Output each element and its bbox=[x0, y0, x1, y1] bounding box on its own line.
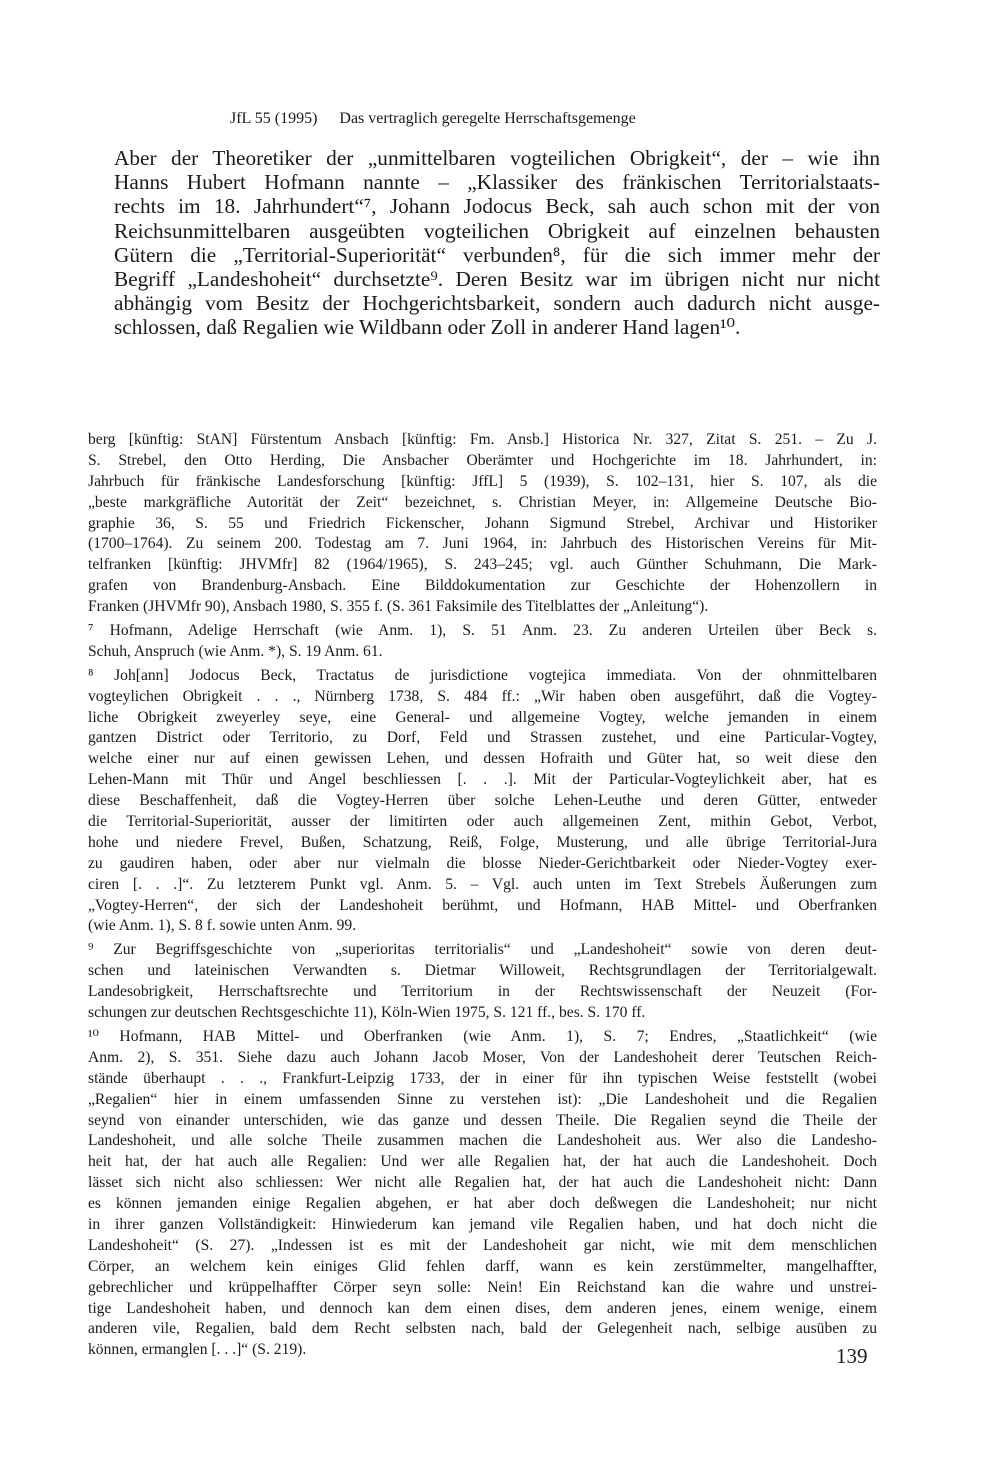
footnote bbox=[88, 940, 877, 1024]
footnote-line: graphie 36, S. 55 und Friedrich Fickenscher, Johann Sigmund Strebel, Archivar und Historiker bbox=[88, 514, 877, 532]
footnote bbox=[88, 621, 877, 663]
body-paragraph bbox=[114, 146, 880, 340]
running-head bbox=[230, 110, 636, 128]
footnote-line: (1700–1764). Zu seinem 200. Todestag am 7. Juni 1964, in: Jahrbuch des Historischen Vereins für Mit- bbox=[88, 535, 877, 553]
footnotes bbox=[88, 430, 877, 1361]
footnote-line: Landesobrigkeit, Herrschaftsrechte und Territorium in der Rechtswissenschaft der Neuzeit (For- bbox=[88, 983, 877, 1001]
footnote-line: stände überhaupt . . ., Frankfurt-Leipzig 1733, der in einer für ihn typischen Weise feststellt (wobei bbox=[88, 1069, 877, 1087]
footnote-line: „Vogtey-Herren“, der sich der Landeshoheit berühmt, und Hofmann, HAB Mittel- und Oberfranken bbox=[88, 896, 877, 914]
footnote-line: hohe und niedere Frevel, Bußen, Schatzung, Reiß, Folge, Musterung, und alle übrige Territorial-Jura bbox=[88, 833, 877, 851]
footnote-line: Landeshoheit“ (S. 27). „Indessen ist es mit der Landeshoheit gar nicht, wie mit dem menschlichen bbox=[88, 1236, 877, 1254]
footnote-line: welche einer nur auf einen gewissen Lehen, und dessen Hofraith und Güter hat, so weit diese den bbox=[88, 750, 877, 768]
footnote-line: Franken (JHVMfr 90), Ansbach 1980, S. 355 f. (S. 361 Faksimile des Titelblattes der „Anleitung“). bbox=[88, 598, 709, 616]
body-line: Reichsunmittelbaren ausgeübten vogteilichen Obrigkeit auf einzelnen behausten bbox=[114, 218, 880, 243]
page-number: 139 bbox=[836, 1344, 868, 1368]
footnote-line: in ihrer ganzen Vollständigkeit: Hinwiederum kan jemand vile Regalien haben, und hat doch nicht die bbox=[88, 1215, 877, 1233]
footnote-line: liche Obrigkeit zweyerley seye, eine General- und allgemeine Vogtey, welche jemanden in einem bbox=[88, 708, 877, 726]
footnote-line: seynd von einander unterschiden, wie das ganze und dessen Theile. Die Regalien seynd die Theile der bbox=[88, 1111, 877, 1129]
footnote-line: ⁸ Joh[ann] Jodocus Beck, Tractatus de jurisdictione vogtejica immediata. Von der ohnmittelbaren bbox=[88, 666, 877, 684]
footnote-line: gantzen District oder Territorio, zu Dorf, Feld und Strassen zustehet, und eine Particular-Vogtey, bbox=[88, 729, 877, 747]
footnote-line: (wie Anm. 1), S. 8 f. sowie unten Anm. 99. bbox=[88, 917, 357, 935]
footnote-line: Landeshoheit, und alle solche Theile zusammen machen die Landeshoheit aus. Wer also die Landesho- bbox=[88, 1132, 877, 1150]
footnote-line: Lehen-Mann mit Thür und Angel beschliessen [. . .]. Mit der Particular-Vogteylichkeit aber, hat es bbox=[88, 771, 877, 789]
body-line: Aber der Theoretiker der „unmittelbaren vogteilichen Obrigkeit“, der – wie ihn bbox=[114, 146, 880, 170]
footnote bbox=[88, 430, 877, 618]
body-line: Hanns Hubert Hofmann nannte – „Klassiker des fränkischen Territorialstaats- bbox=[114, 170, 880, 195]
footnote-line: können, ermanglen [. . .]“ (S. 219). bbox=[88, 1341, 307, 1359]
footnote-line: diese Beschaffenheit, daß die Vogtey-Herren über solche Lehen-Leuthe und deren Gütter, entweder bbox=[88, 792, 877, 810]
footnote-line: Cörper, an welchem kein einiges Glid fehlen darff, wann es kein zerstümmelter, mangelhaffter, bbox=[88, 1257, 877, 1275]
running-title: Das vertraglich geregelte Herrschaftsgemenge bbox=[339, 110, 636, 127]
footnote-line: berg [künftig: StAN] Fürstentum Ansbach [künftig: Fm. Ansb.] Historica Nr. 327, Zitat S. 251. – Zu J. bbox=[88, 431, 877, 448]
footnote bbox=[88, 666, 877, 938]
footnote-line: grafen von Brandenburg-Ansbach. Eine Bilddokumentation zur Geschichte der Hohenzollern in bbox=[88, 577, 877, 595]
body-line: Begriff „Landeshoheit“ durchsetzte⁹. Deren Besitz war im übrigen nicht nur nicht bbox=[114, 266, 880, 291]
footnote-line: ciren [. . .]“. Zu letzterem Punkt vgl. Anm. 5. – Vgl. auch unten im Text Strebels Äußerungen zum bbox=[88, 875, 877, 893]
footnote-line: telfranken [künftig: JHVMfr] 82 (1964/1965), S. 243–245; vgl. auch Günther Schuhmann, Die Mark- bbox=[88, 556, 877, 574]
footnote-line: heit hat, der hat auch alle Regalien: Und wer alle Regalien hat, der hat auch die Landeshoheit. Doch bbox=[88, 1153, 877, 1171]
body-line: Gütern die „Territorial-Superiorität“ verbunden⁸, für die sich immer mehr der bbox=[114, 242, 880, 267]
footnote-line: gebrechlicher und krüppelhaffter Cörper seyn solle: Nein! Ein Reichstand kan die wahre und unstrei- bbox=[88, 1278, 877, 1296]
footnote-line: schungen zur deutschen Rechtsgeschichte 11), Köln-Wien 1975, S. 121 ff., bes. S. 170 ff. bbox=[88, 1004, 646, 1022]
footnote-line: lässet sich nicht also schliessen: Wer nicht alle Regalien hat, der hat auch die Landeshoheit nicht: Dann bbox=[88, 1174, 877, 1192]
footnote-line: Jahrbuch für fränkische Landesforschung [künftig: JffL] 5 (1939), S. 102–131, hier S. 107, als die bbox=[88, 472, 877, 490]
body-line: schlossen, daß Regalien wie Wildbann oder Zoll in anderer Hand lagen¹⁰. bbox=[114, 315, 741, 340]
footnote-line: Anm. 2), S. 351. Siehe dazu auch Johann Jacob Moser, Von der Landeshoheit derer Teutschen Reich- bbox=[88, 1048, 877, 1066]
footnote-line: tige Landeshoheit haben, und dennoch kan dem einen dises, dem anderen jenes, einem wenige, einem bbox=[88, 1299, 877, 1317]
footnote-line: Schuh, Anspruch (wie Anm. *), S. 19 Anm. 61. bbox=[88, 642, 383, 660]
footnote-line: „beste markgräfliche Autorität der Zeit“ bezeichnet, s. Christian Meyer, in: Allgemeine Deutsche Bio- bbox=[88, 493, 877, 511]
footnote-line: zu gaudiren haben, oder aber nur vielmaln die blosse Nieder-Gerichtbarkeit oder Nieder-Vogtey exer- bbox=[88, 854, 877, 872]
footnote bbox=[88, 1027, 877, 1361]
footnote-line: es können jemanden einige Regalien abgehen, er hat aber doch deßwegen die Landeshoheit; nur nicht bbox=[88, 1195, 877, 1213]
footnote-line: „Regalien“ hier in einem umfassenden Sinne zu verstehen ist): „Die Landeshoheit und die Regalien bbox=[88, 1090, 877, 1108]
footnote-line: S. Strebel, den Otto Herding, Die Ansbacher Oberämter und Hochgerichte im 18. Jahrhundert, in: bbox=[88, 451, 877, 469]
footnote-line: ⁹ Zur Begriffsgeschichte von „superioritas territorialis“ und „Landeshoheit“ sowie von deren deut- bbox=[88, 941, 877, 959]
footnote-line: anderen vile, Regalien, bald dem Recht selbsten nach, bald der Gelegenheit nach, selbige ausüben zu bbox=[88, 1320, 877, 1338]
footnote-line: vogteylichen Obrigkeit . . ., Nürnberg 1738, S. 484 ff.: „Wir haben oben ausgeführt, daß die Vogtey- bbox=[88, 687, 877, 705]
footnote-line: die Territorial-Superiorität, ausser der limitirten oder auch allgemeinen Zent, mithin Gebot, Verbot, bbox=[88, 813, 877, 831]
footnote-line: ⁷ Hofmann, Adelige Herrschaft (wie Anm. 1), S. 51 Anm. 23. Zu anderen Urteilen über Beck s. bbox=[88, 622, 877, 640]
footnote-line: ¹⁰ Hofmann, HAB Mittel- und Oberfranken (wie Anm. 1), S. 7; Endres, „Staatlichkeit“ (wie bbox=[88, 1027, 877, 1045]
journal-reference: JfL 55 (1995) bbox=[230, 110, 318, 127]
body-line: rechts im 18. Jahrhundert“⁷, Johann Jodocus Beck, sah auch schon mit der von bbox=[114, 194, 880, 219]
footnote-line: schen und lateinischen Verwandten s. Dietmar Willoweit, Rechtsgrundlagen der Territorialgewalt. bbox=[88, 962, 877, 980]
body-line: abhängig vom Besitz der Hochgerichtsbarkeit, sondern auch dadurch nicht ausge- bbox=[114, 291, 880, 316]
